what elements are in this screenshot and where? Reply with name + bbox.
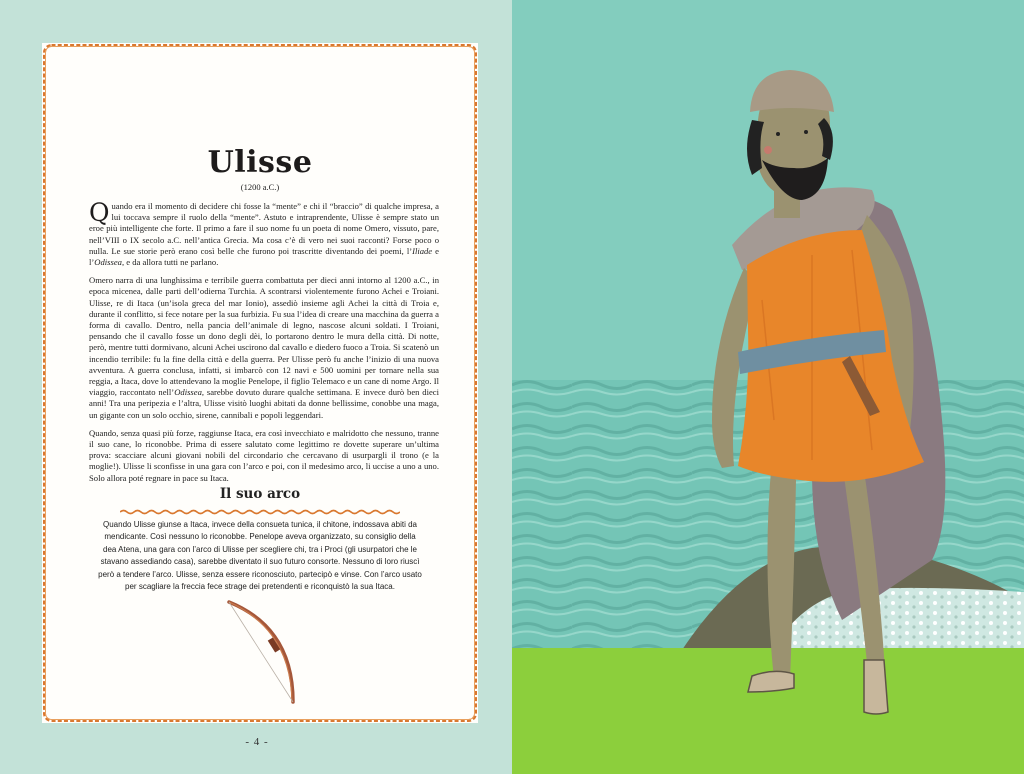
page-title: Ulisse xyxy=(207,145,313,180)
date-caption: (1200 a.C.) xyxy=(240,182,280,192)
right-page xyxy=(512,0,1024,774)
page-number: - 4 - xyxy=(245,736,269,748)
bow-description: Quando Ulisse giunse a Itaca, invece della consueta tunica, il chitone, indossava abiti da mendicante. Così nessuno lo riconobbe. Penelope aveva organizzato, su consiglio della dea Atena, una gara con l’arco di Ulisse per scegliere chi, tra i Proci (gli usurpatori che le stavano assediando casa), sarebbe diventato il suo futuro consorte. Nessuno di loro riuscì però a tendere l’arco. Ulisse, senza essere riconosciuto, partecipò e vinse. Con l’arco usato per scagliare la freccia fece strage dei pretendenti e riconquistò la sua Itaca. xyxy=(98,520,422,592)
intro-paragraph: Quando era il momento di decidere chi fosse la “mente” e chi il “braccio” di qualche impresa, a lui toccava sempre il ruolo della “mente”. Astuto e intraprendente, Ulisse è sempre stato un eroe più intelligente che forte. Il primo a fare il suo nome fu un poeta di nome Omero, vissuto, pare, nell’VIII o IX secolo a.C. nell’antica Grecia. Ma cosa c’è di vero nei suoi racconti? Forse poco o nulla. Le sue storie però erano così belle che furono poi trascritte diventando dei poemi, l’Iliade e l’Odissea, e da allora tutti ne parlano. xyxy=(89,198,439,268)
war-paragraph: Omero narra di una lunghissima e terribile guerra combattuta per dieci anni intorno al 1200 a.C., in epoca micenea, dalle parti dell’odierna Turchia. A scontrarsi violentemente furono Achei e Troiani. Ulisse, re di Itaca (un’isola greca del mar Ionio), assediò insieme agli Achei la città di Troia e, durante il conflitto, si fece notare per la sua furbizia. Fu sua l’idea di creare una macchina da guerra a forma di cavallo. Dentro, nella pancia dell’animale di legno, nascose alcuni soldati. I Troiani, pensando che il cavallo fosse un dono degli dèi, lo portarono dentro le mura della città. Di notte, però, mentre tutti dormivano, alcuni Achei uscirono dal cavallo e diedero fuoco a Troia. Si scatenò un incendio terribile: fu la fine della città e della guerra. Per Ulisse però fu anche l’inizio di una nuova avventura. A guerra conclusa, infatti, si imbarcò con 12 navi e 500 uomini per tornare nella sua reggia, a Itaca, dove lo attendevano la moglie Penelope, il figlio Telemaco e un cane di nome Argo. Il viaggio, raccontato nell’Odissea, sarebbe dovuto durare qualche settimana. E invece durò ben dieci anni! Tra una peripezia e l’altra, Ulisse visitò luoghi abitati da donne bellissime, conobbe una maga, un gigante con un solo occhio, sirene, cannibali e popoli leggendari. xyxy=(89,275,440,420)
drop-cap: Q xyxy=(89,198,110,227)
body-text xyxy=(89,198,440,491)
ornamental-divider xyxy=(120,509,400,515)
section-subtitle: Il suo arco xyxy=(219,486,301,502)
return-paragraph: Quando, senza quasi più forze, raggiunse Itaca, era così invecchiato e malridotto che nessuno, tranne il suo cane, lo riconobbe. Prima di essere salutato come legittimo re dovette superare un’ultima prova: scacciare alcuni giovani nobili del circondario che cercavano di usurpargli il trono (e la moglie!). Ulisse li sconfisse in una gara con l’arco e poi, con il medesimo arco, li uccise a uno a uno. Solo allora poté regnare in pace su Itaca. xyxy=(89,427,439,483)
bow-illustration-icon xyxy=(223,598,303,708)
ulysses-illustration-icon xyxy=(512,0,1024,774)
text-card xyxy=(42,43,478,748)
